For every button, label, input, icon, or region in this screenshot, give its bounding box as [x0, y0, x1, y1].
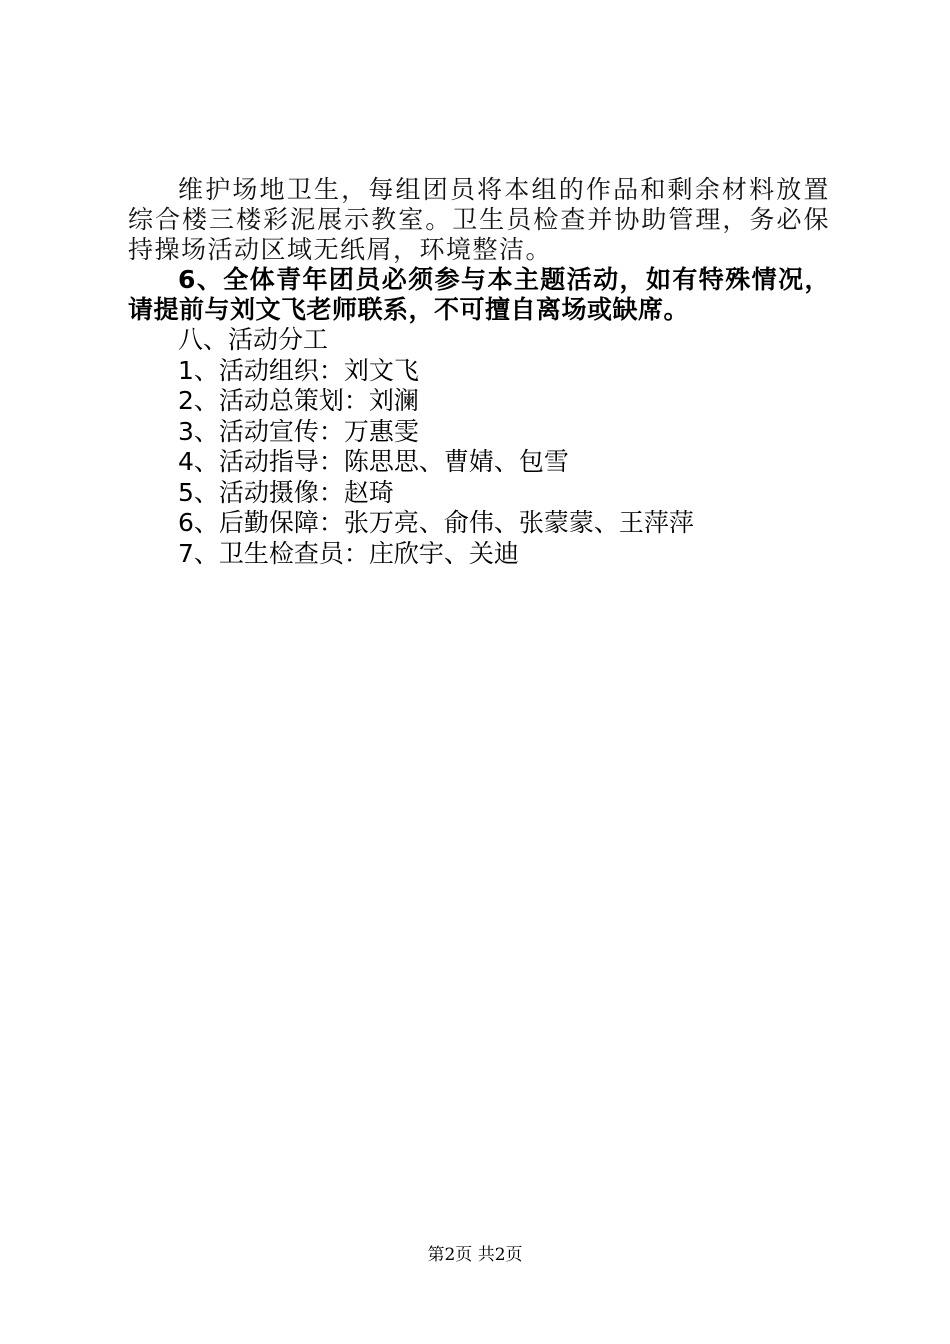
assignment-item: 6、后勤保障：张万亮、俞伟、张蒙蒙、王萍萍	[178, 508, 694, 537]
section-heading-division-of-labor: 八、活动分工	[178, 325, 329, 354]
paragraph-attendance-requirement: 6、全体青年团员必须参与本主题活动，如有特殊情况，请提前与刘文飞老师联系，不可擅自离场或缺席。	[128, 265, 830, 324]
paragraph-site-hygiene: 维护场地卫生，每组团员将本组的作品和剩余材料放置综合楼三楼彩泥展示教室。卫生员检查并协助管理，务必保持操场活动区域无纸屑，环境整洁。	[128, 175, 830, 264]
assignment-item: 7、卫生检查员：庄欣宇、关迪	[178, 538, 519, 568]
assignment-item: 4、活动指导：陈思思、曹婧、包雪	[178, 447, 569, 476]
assignment-item: 5、活动摄像：赵琦	[178, 477, 394, 507]
page-number-indicator: 第2页 共2页	[427, 1245, 523, 1265]
assignment-item: 3、活动宣传：万惠雯	[178, 416, 419, 446]
document-body	[128, 175, 830, 569]
assignment-item: 2、活动总策划：刘澜	[178, 386, 419, 415]
page-footer	[0, 1244, 950, 1266]
assignment-item: 1、活动组织：刘文飞	[178, 355, 419, 385]
